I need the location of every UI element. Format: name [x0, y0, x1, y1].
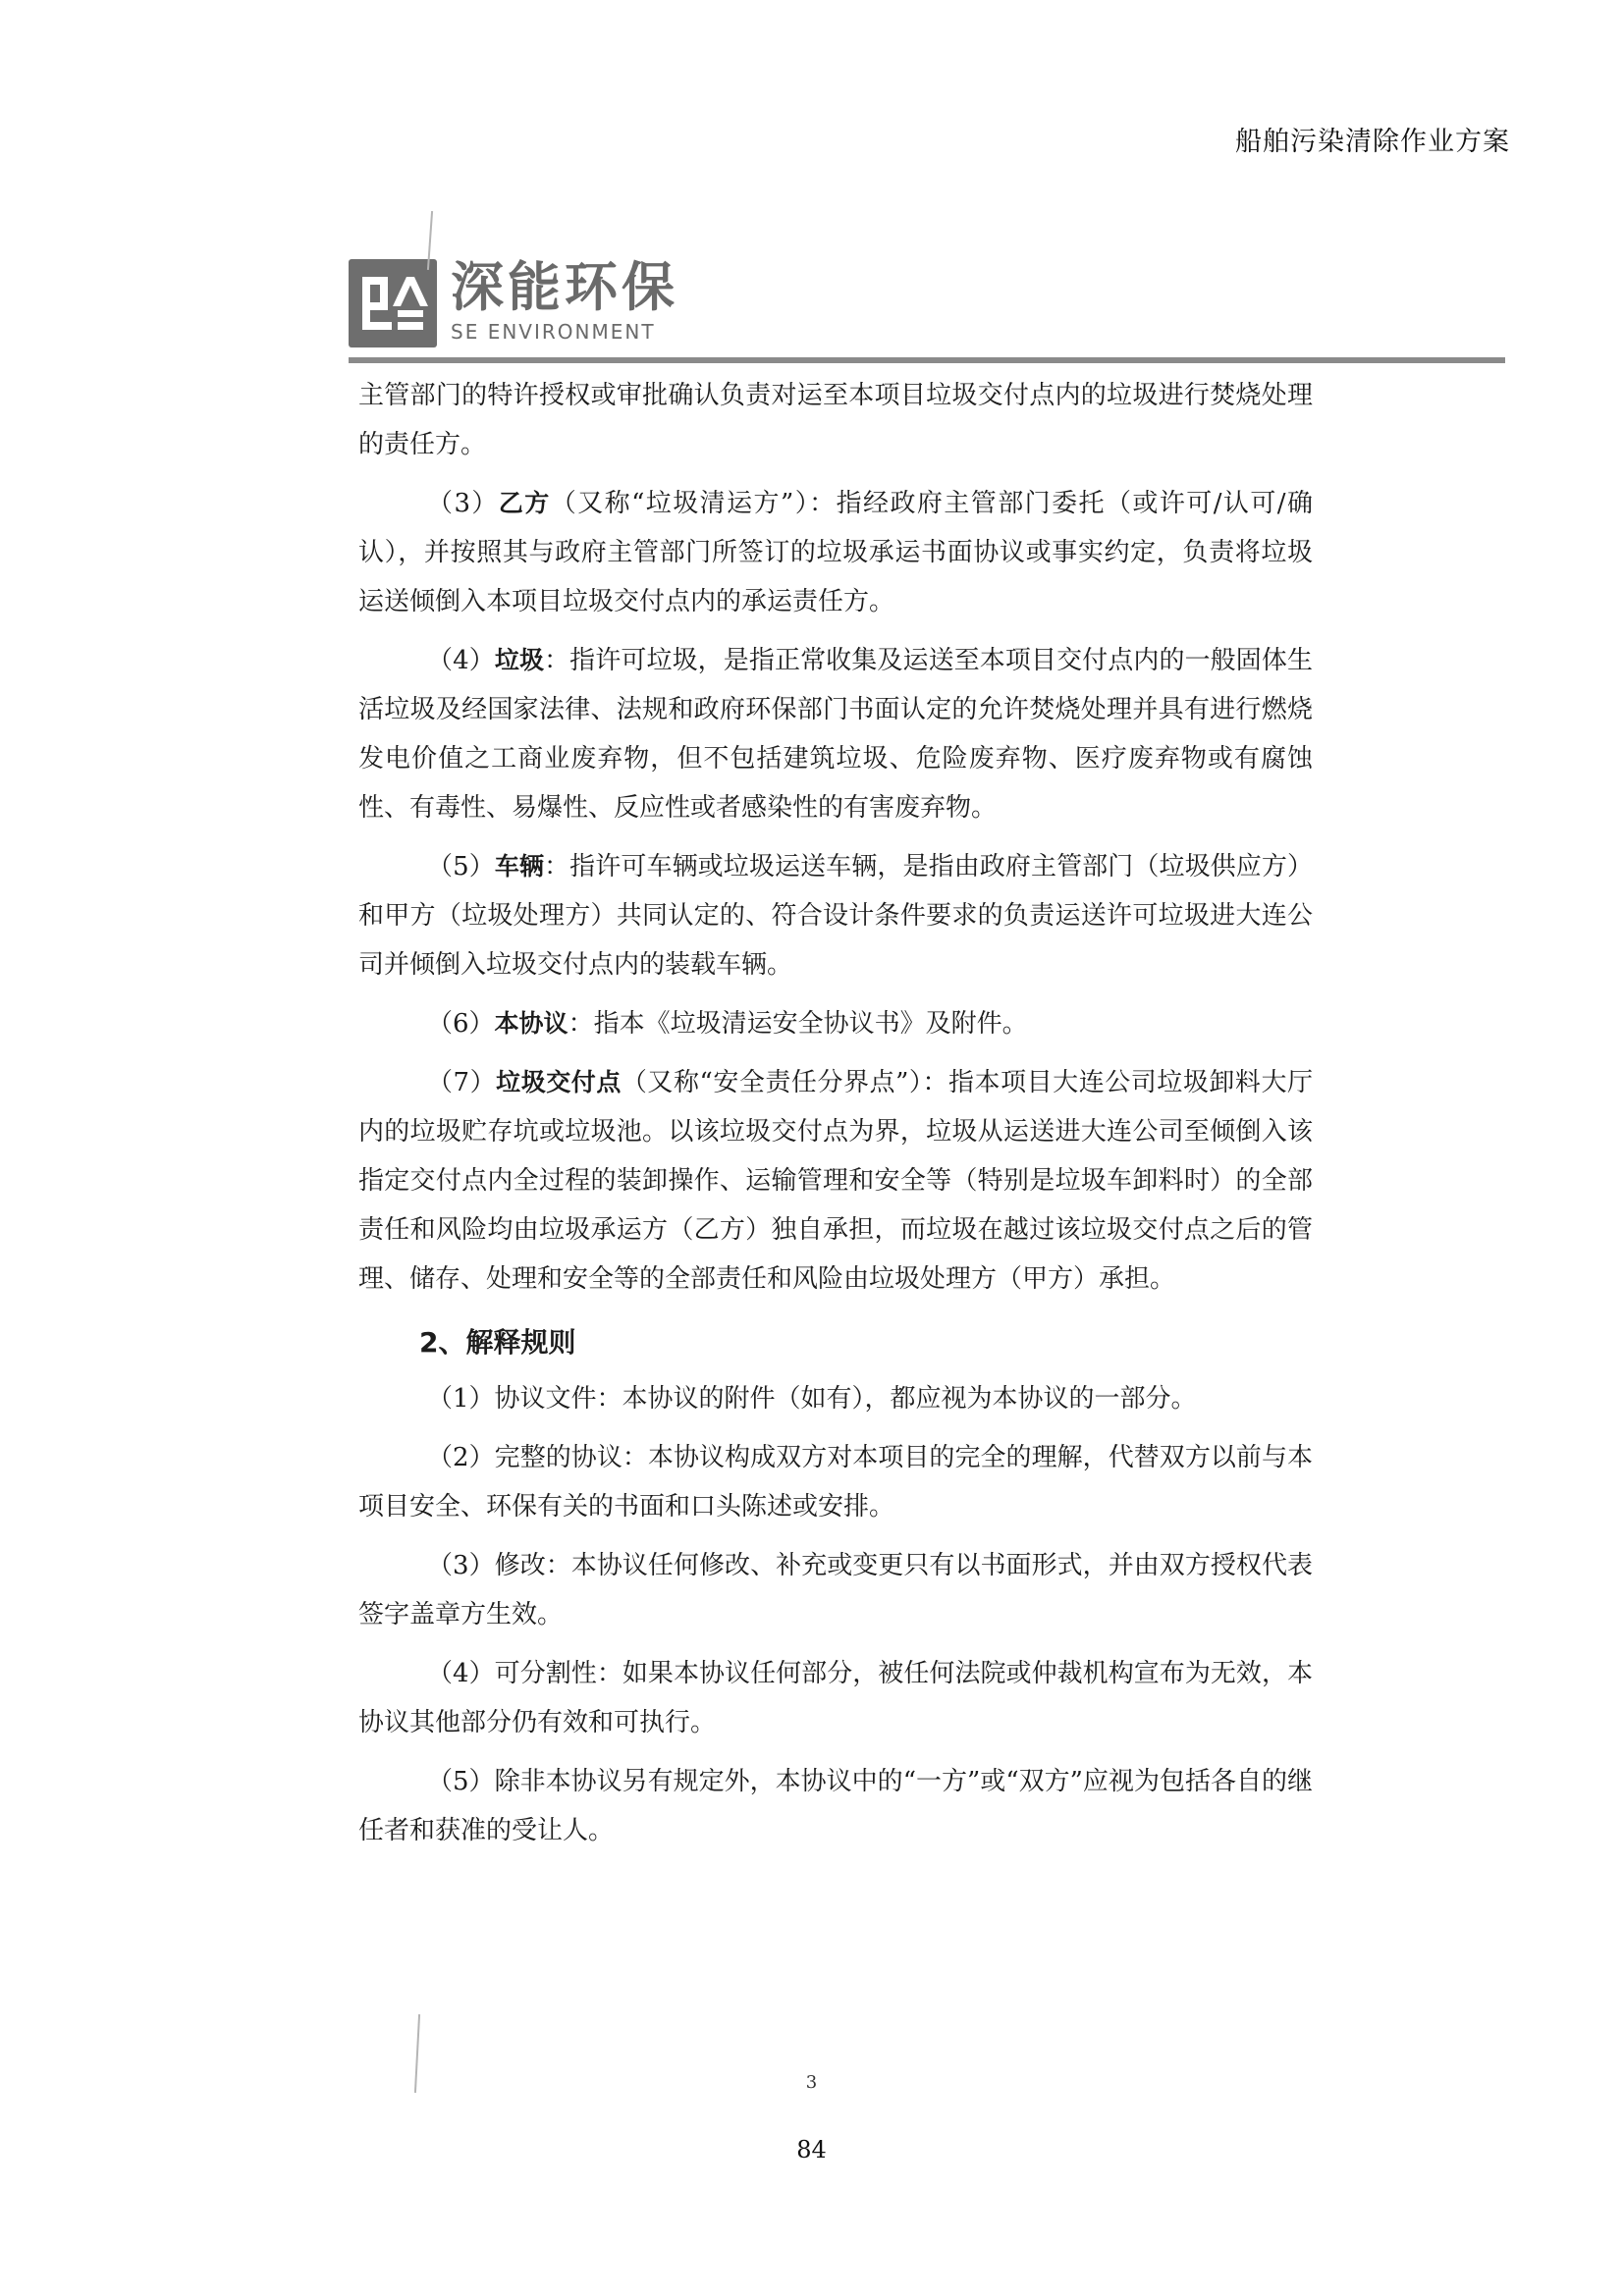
- term-party-b: 乙方: [498, 489, 551, 517]
- paragraph-vehicle: [358, 842, 1313, 989]
- section-heading-interpretation: 2、解释规则: [419, 1326, 576, 1359]
- definition-vehicle: ：指许可车辆或垃圾运送车辆，是指由政府主管部门（垃圾供应方）和甲方（垃圾处理方）共同认定的、符合设计条件要求的负责运送许可垃圾进大连公司并倾倒入垃圾交付点内的装载车辆。: [358, 852, 1313, 980]
- inner-page-number: 3: [805, 2072, 818, 2093]
- definition-party-b: （又称“垃圾清运方”）：指经政府主管部门委托（或许可/认可/确认），并按照其与政府主管部门所签订的垃圾承运书面协议或事实约定，负责将垃圾运送倾倒入本项目垃圾交付点内的承运责任方。: [358, 489, 1313, 616]
- item-number: （7）: [427, 1068, 497, 1097]
- outer-page-number: 84: [796, 2136, 827, 2163]
- term-delivery-point: 垃圾交付点: [496, 1068, 622, 1096]
- definition-garbage: ：指许可垃圾，是指正常收集及运送至本项目交付点内的一般固体生活垃圾及经国家法律、法规和政府环保部门书面认定的允许焚烧处理并具有进行燃烧发电价值之工商业废弃物，但不包括建筑垃圾、危险废弃物、医疗废弃物或有腐蚀性、有毒性、易爆性、反应性或者感染性的有害废弃物。: [358, 646, 1313, 823]
- term-vehicle: 车辆: [494, 852, 545, 881]
- item-number: （4）: [427, 646, 495, 675]
- rule-item: （4）可分割性：如果本协议任何部分，被任何法院或仲裁机构宣布为无效，本协议其他部分仍有效和可执行。: [358, 1659, 1313, 1737]
- item-number: （6）: [427, 1009, 495, 1039]
- logo-english-text: SE ENVIRONMENT: [451, 320, 656, 344]
- term-garbage: 垃圾: [494, 646, 545, 674]
- page-header-title: 船舶污染清除作业方案: [1235, 127, 1510, 157]
- rule-item: （1）协议文件：本协议的附件（如有），都应视为本协议的一部分。: [427, 1384, 1197, 1414]
- logo-chinese-text: 深能环保: [451, 256, 678, 318]
- document-body: [358, 371, 1313, 1855]
- item-number: （5）: [427, 852, 495, 881]
- paragraph-delivery-point: [358, 1058, 1313, 1304]
- rule-item: （5）除非本协议另有规定外，本协议中的“一方”或“双方”应视为包括各自的继任者和获准的受让人。: [358, 1767, 1313, 1845]
- rule-item: （2）完整的协议：本协议构成双方对本项目的完全的理解，代替双方以前与本项目安全、环保有关的书面和口头陈述或安排。: [358, 1443, 1313, 1522]
- company-logo: [349, 257, 682, 350]
- paragraph-garbage: [358, 636, 1313, 832]
- header-divider: [349, 357, 1505, 363]
- definition-delivery-point: （又称“安全责任分界点”）：指本项目大连公司垃圾卸料大厅内的垃圾贮存坑或垃圾池。以该垃圾交付点为界，垃圾从运送进大连公司至倾倒入该指定交付点内全过程的装卸操作、运输管理和安全等（特别是垃圾车卸料时）的全部责任和风险均由垃圾承运方（乙方）独自承担，而垃圾在越过该垃圾交付点之后的管理、储存、处理和安全等的全部责任和风险由垃圾处理方（甲方）承担。: [358, 1068, 1313, 1294]
- item-number: （3）: [427, 489, 499, 518]
- paragraph-party-b: [358, 479, 1313, 626]
- paragraph-agreement: [358, 999, 1313, 1048]
- definition-agreement: ：指本《垃圾清运安全协议书》及附件。: [568, 1009, 1028, 1039]
- term-agreement: 本协议: [494, 1009, 568, 1038]
- rule-item: （3）修改：本协议任何修改、补充或变更只有以书面形式，并由双方授权代表签字盖章方生效。: [358, 1551, 1313, 1629]
- logo-mark-icon: [349, 259, 437, 347]
- paragraph-0: 主管部门的特许授权或审批确认负责对运至本项目垃圾交付点内的垃圾进行焚烧处理的责任方。: [358, 381, 1313, 459]
